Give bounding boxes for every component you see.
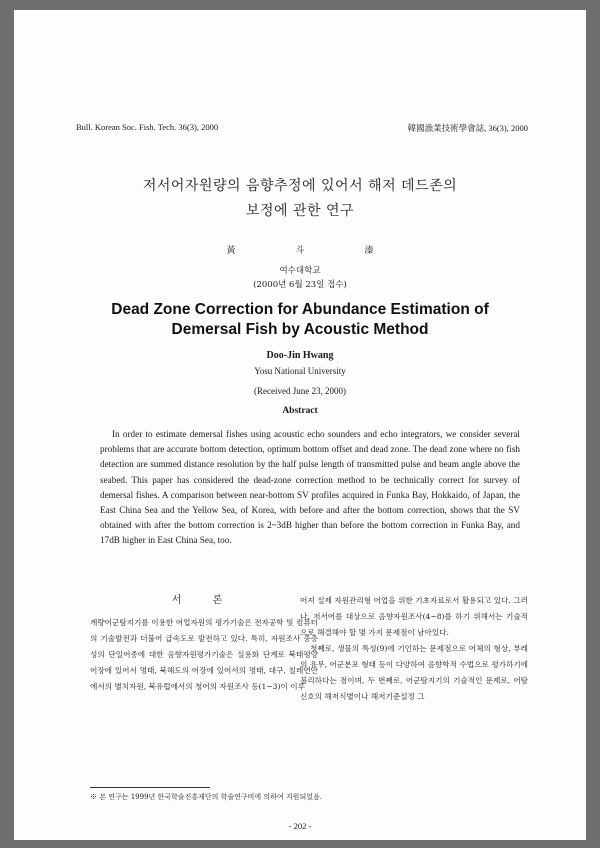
journal-header-right: 韓國漁業技術學會誌, 36(3), 2000 bbox=[407, 123, 528, 133]
body-column-left bbox=[90, 593, 318, 695]
page-number: - 202 - bbox=[288, 821, 312, 831]
body-paragraph: 어져 실제 자원관리형 어업을 위한 기초자료로서 활용되고 있다. 그러나, 저서어를 대상으로 음향자원조사(4~8)를 하기 위해서는 기술적으로 해결해야 할 몇 가지 문제점이 남아있다. bbox=[300, 596, 528, 637]
english-title-line2: Demersal Fish by Acoustic Method bbox=[171, 321, 429, 338]
korean-received-date: (2000년 6월 23일 접수) bbox=[253, 280, 347, 290]
footnote-divider bbox=[90, 787, 210, 788]
korean-author-char: 黃 bbox=[226, 246, 236, 256]
journal-header-left: Bull. Korean Soc. Fish. Tech. 36(3), 2000 bbox=[76, 122, 219, 132]
english-author: Doo-Jin Hwang bbox=[266, 350, 334, 361]
footnote: ※ 본 연구는 1999년 한국학술진흥재단의 학술연구비에 의하여 지원되었음. bbox=[90, 793, 322, 801]
korean-title-line1: 저서어자원량의 음향추정에 있어서 해저 데드존의 bbox=[142, 178, 458, 194]
abstract-text: In order to estimate demersal fishes using acoustic echo sounders and echo integrators, we consider several problems that are accurate bottom detection, optimum bottom offset and dead zone. The dead zone where no fish detection are summed distance resolution by the half pulse length of transmitted pulse and beam angle above the seabed. This paper has considered the dead-zone correction method to be technically correct for survey of demersal fishes. A comparison between near-bottom SV profiles acquired in Funka Bay, Hokkaido, of Japan, the East China Sea and the Yellow Sea, of Korea, with before and after the bottom correction, shows that the SV obtained with after the bottom correction is 2~3dB higher than before the bottom correction in Funka Bay, and 17dB higher in East China Sea, too. bbox=[100, 429, 520, 546]
body-column-right bbox=[300, 593, 528, 705]
body-paragraph: 첫째로, 생물의 특성(9)에 기인하는 문제점으로 어체의 형상, 부레의 유무, 어군분포 형태 등이 다양하여 음향학적 수법으로 평가하기에 불리하다는 점이며, 두 번째로, 어군탐지기의 기술적인 문제로, 어탐신호의 해저식별이나 해저기준설정 그 bbox=[300, 644, 528, 701]
english-received-date: (Received June 23, 2000) bbox=[254, 386, 346, 396]
korean-author-char: 斗 bbox=[295, 246, 305, 256]
korean-title-line2: 보정에 관한 연구 bbox=[245, 203, 355, 219]
section-heading-introduction: 서 론 bbox=[171, 595, 237, 606]
english-affiliation: Yosu National University bbox=[254, 366, 346, 376]
korean-author bbox=[14, 243, 586, 256]
korean-affiliation: 여수대학교 bbox=[279, 266, 321, 276]
body-paragraph: 계량어군탐지기를 이용한 어업자원의 평가기술은 전자공학 및 컴퓨터의 기술발전과 더불어 급속도로 발전하고 있다. 특히, 자원조사 중층성의 단일어종에 대한 음향자원평가기술은 실용화 단계로 북태평양 어장에 있어서 명태, 북해도의 어장에 있어서의 명태, 대구, 칠레연안에서의 별치자원, 북유럽에서의 청어의 자원조사 등(1~3)이 이루 bbox=[90, 618, 318, 691]
abstract-heading: Abstract bbox=[282, 406, 318, 416]
korean-author-char: 溱 bbox=[364, 246, 374, 256]
paper-page bbox=[14, 10, 586, 840]
english-title-line1: Dead Zone Correction for Abundance Estimation of bbox=[111, 301, 489, 318]
